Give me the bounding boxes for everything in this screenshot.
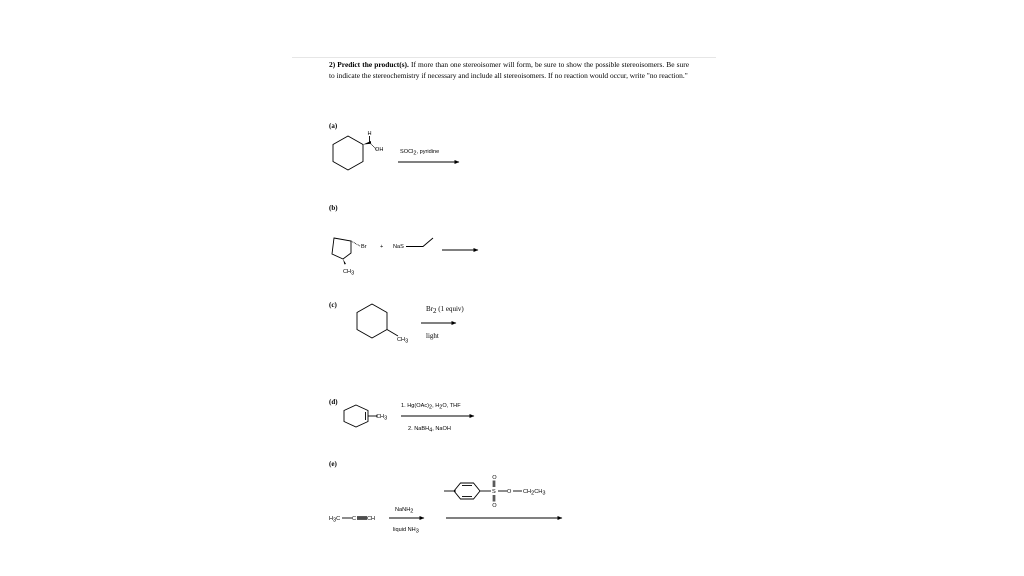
reagent-below-c: light: [426, 332, 439, 340]
base-e: NaNH2: [395, 507, 414, 515]
cyclopentane-ring-b: [332, 238, 351, 259]
bromine-b: Br: [361, 244, 367, 250]
reagent-above-c: Br2 (1 equiv): [426, 305, 464, 315]
alkyne-carbon-e: C: [352, 516, 357, 522]
hashed-bond-br-b: [351, 241, 360, 246]
alkyne-terminal-e: CH: [367, 516, 376, 522]
oxygen-top-e: O: [492, 475, 497, 481]
oxygen-bottom-e: O: [492, 503, 497, 509]
reaction-d: [344, 403, 474, 434]
ethyl-group-e: CH2CH3: [523, 489, 546, 497]
reaction-b: [332, 238, 478, 277]
ethyl-chain-b: [406, 238, 433, 247]
cyclohexane-ring-a: [333, 136, 363, 170]
cyclohexane-ring-c: [357, 304, 387, 338]
solvent-e: liquid NH3: [393, 527, 419, 535]
atom-h-a: H: [367, 131, 372, 137]
cyclohexene-ring-d: [344, 405, 368, 427]
plus-sign-b: +: [380, 244, 384, 250]
part-b-label: (b): [329, 204, 338, 212]
methyl-b: CH3: [343, 269, 355, 277]
nucleophile-b: NaS: [393, 244, 404, 250]
question-lead: 2) Predict the product(s).: [329, 60, 409, 69]
question-body: If more than one stereoisomer will form, be sure to show the possible stereoisomers. Be sure to indicate the stereochemistry if necessary and include all stereoisomers. If no reaction would occur, write "no reaction.": [329, 60, 689, 80]
reaction-c: [357, 304, 464, 345]
reagent-a: SOCl2, pyridine: [400, 149, 440, 157]
part-e-label: (e): [329, 460, 337, 468]
hydroxyl-group-a: OH: [375, 147, 384, 153]
reagent-step1-d: 1. Hg(OAc)2, H2O, THF: [401, 403, 461, 411]
bond-to-methyl-c: [387, 330, 398, 337]
wedge-bond-methyl-b: [343, 259, 346, 264]
reaction-e: [329, 475, 562, 535]
part-a-label: (a): [329, 122, 338, 130]
methyl-c: CH3: [397, 337, 409, 345]
sulfur-e: S: [492, 489, 496, 495]
oxygen-ester-e: O: [507, 489, 512, 495]
part-c-label: (c): [329, 301, 337, 309]
reaction-a: [333, 131, 459, 170]
part-d-label: (d): [329, 398, 338, 406]
reagent-step2-d: 2. NaBH4, NaOH: [408, 426, 451, 434]
methyl-d: CH3: [376, 414, 388, 422]
alkyne-methyl-e: H3C: [329, 516, 341, 524]
